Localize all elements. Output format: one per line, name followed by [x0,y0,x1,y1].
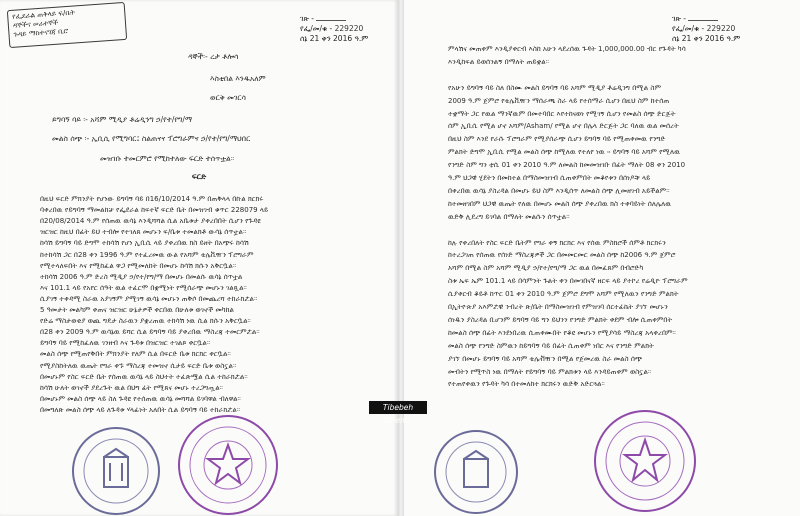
body-line: ሲያቀርብ ቆይቶ ከጥር 01 ቀን 2010 ዓ.ም ጀምሮ ደግሞ አሻም የሚለዉን የንግድ ምልክት [448,290,679,299]
body-line: ከሳሽ ይግባኝ ባይ ድግሞ ተከሳሽ የሆነ ኢቢሲ ላይ ያቀረበዉ ክስ ይዘት በአጭሩ ከሳሽ [40,239,249,248]
file-reference [300,14,368,44]
body-line: በዚህ ፍርድ ምክንያት የሆነው ይግባኝ ባይ በ16/10/2014 ዓ.ም በጠቅላላ በኩል ክርክሩ [40,195,264,203]
body-line: ከተከሳሽ ጋር በ28 ቀን 1996 ዓ.ም የተፈረመዉ ውል የአሻም ቴሌቪዥን ፕሮግራም [40,250,254,259]
body-line: ከሳሽ ሁለት ወገኖች ያደረጉት ዉል በህግ ፊት የሚጸና መሆኑ ተረጋግጧል። [40,383,223,392]
respondent-line: መልስ ሰጭ ፡- ኢቢሲ የሚግባር፤ ስልጠናና ፕሮግራምና ኃ/የተ/የግ/ማህበር [52,134,251,143]
stamp-line: ዳኞችና ሠራተኞች [12,18,59,30]
ref-number: 229220 [334,24,364,33]
signature-caption: Tibebeh Aklemu [369,401,427,414]
body-line: በመሆኑም የስር ፍርድ ቤት የሰጠዉ ዉሳኔ ላይ ስህተት ተፈጽሟል ሲል ተከራክሯል። [40,372,248,381]
left-document-page [0,0,398,516]
ref-date: ሰኔ 21 ቀን 2016 ዓ.ም [300,34,369,43]
ref-date: ሰኔ 21 ቀን 2016 ዓ.ም [672,34,741,43]
judge-line: ወርቅ መገርሳ [210,93,246,102]
body-line: እና 101.1 ላይ የአየር ሰዓት ዉል ተፈርሞ በቋሚነት የሚሰራጭ መሆኑን ገልጿል። [40,283,247,292]
star-emblem-icon [596,412,694,510]
body-line: ምላሽና መጠቀም እንዲያቀርብ እስከ አሁን ላደረሰዉ ጉዳት 1,000,000.00 ብር የጉዳት ካሳ [448,45,686,53]
star-seal [178,415,278,515]
body-line: ከመልስ ሰጭ በፊት እንደነበረዉ ሲጠቀሙበት የቆዩ መሆኑን የሚያሳይ ማስረጃ አላቀረበም። [448,328,676,337]
body-line: በቀረበዉ ዉሳኔ ያስረዳል በመሆኑ ይህ ስም እንዲሰጥ ለመልስ ሰጭ ሊመዘገብ አይችልም። [448,186,670,195]
star-seal [594,410,696,512]
body-line: 2009 ዓ.ም ጀምሮ የቴሌቪዥን ማሰራጫ ስራ ላይ የተሰማራ ሲሆን በዚህ ስም ከተሰጠ [448,96,670,105]
body-line: በኢትዮጵያ አእምሯዊ ንብረት ጽ/ቤት በማስመዝገብ የምዝገባ ሰርተፊኬት ያገኘ መሆኑን [448,303,668,311]
body-line: አሻም በሚል ስም አሻም ሚዲያ ኃ/የተ/የግ/ማ ጋር ዉል በመፈጸም በብሮድካ [448,264,644,273]
judge-line: ዳኞች፡- ረታ ቶሎሳ [188,52,239,61]
section-title: ፍርድ [191,172,207,181]
body-line: የተጠየቀዉን የጉዳት ካሳ በተመለከተ ክርክሩን ዉድቅ አድርጓል። [448,380,605,389]
body-line: ስቱ ኤፍ ኤም 101.1 ላይ በሳምንት ጉልት ቀን በመገበናኛ ዘርፍ ላይ ያተኮረ የሬዲዮ ፕሮግራም [448,277,688,286]
body-line: በ28 ቀን 2009 ዓ.ም ዉሳኔዉ ይሻር ሲል ይግባኝ ባይ ያቀረበዉ ማስረጃ ተመርምሯል። [40,328,260,337]
ref-number: 229220 [706,24,736,33]
body-line: በ20/08/2014 ዓ.ም የሰጠዉ ዉሳኔ እንዲሻሻል ሲል አቤቱታ ያቀረበበት ሲሆን የጉዳዩ [40,217,261,226]
body-line: ዉድቅ ሊደረግ ይገባል በማለት መልሱን ሰጥቷል። [448,212,570,221]
judge-line: እስቲበል እንዱአለም [210,74,266,83]
body-line: ከተረጋገጠ የሰጠዉ የሰነድ ማስረጃዎች ጋር በመመርመር መልስ ሰጭ ከ2006 ዓ.ም ጀምሮ [448,251,676,260]
round-seal [72,427,160,515]
ref-number-prefix: የፌ/መ/ቁ - [672,24,705,33]
body-line: ሲያገኝ ተቀዳሚ ስራዉ አያገኝም ያሚገኝ ዉሳኔ መሆኑን ጠቅሶ በመጨረሻ ተከራክሯል። [40,294,258,303]
body-line: የሚያስከትለዉ ዉጤት የግራ ቀኙ ማስረጃ ተመዝኖ ሲታይ ፍርድ ቤቱ ወስኗል። [40,361,237,370]
body-line: መብትን የሚጥስ ነዉ በማለት የይግባኝ ባይ ምልክቱን ላይ እንዳይጠቀም ወስኗል። [448,367,652,376]
ref-label: ገጽ - [672,14,687,23]
body-line: የሚተላለፍበት እና የሚከፈል ዋጋ የሚመለከት በመሆኑ ከሳሽ ክሱን አቅርቧል። [40,261,237,270]
appellant-line: ይግባኝ ባይ ፡- አሻም ሚዲያ ቶሬዲንግ ኃ/የተ/የግ/ማ [52,115,193,124]
body-line: ያገኘ በመሆኑ ይግባኝ ባይ አሻም ቴሌቭዥን በሚል የጀመረዉ ስራ መልስ ሰጭ [448,354,643,363]
right-document-page [404,0,800,516]
body-line: ዓ.ም ህጋዊ ሂደትን በመከተል በማስመዝገብ ሲጠቀምበት መቆየቱን በሰነዶቹ ላይ [448,174,651,182]
seal-emblem-icon [74,429,158,513]
body-line: መልስ ሰጭ የንግድ ስምዉን ከይግባኝ ባይ በፊት ሲጠቀም ነበር እና የንግድ ምልክት [448,341,654,350]
stamp-line: የፌደራል ጠቅላይ ፍ/ቤት [12,8,76,21]
body-line: ይግባኝ ባይ የሚከፈለዉ ገንዘብ እና ጉዳቱ በዝርዝር ተገልጾ ቀርቧል። [40,339,211,348]
header-stamp [7,2,127,48]
star-emblem-icon [180,417,276,513]
body-line: መልስ ሰጭ የሚጠየቅበት ምክንያት የለም ሲል በፍርድ ቤቱ ክርክር ቀርቧል። [40,350,231,359]
body-line: የአሁን ይግባኝ ባይ ስለ በስሙ መልስ ይግባኝ ባይ አሻም ሚዲያ ቶሬዲንግ በሚል ስም [448,83,661,92]
ref-number-prefix: የፌ/መ/ቁ - [300,24,333,33]
seal-emblem-icon [436,432,516,512]
body-line: በመሆኑም መልስ ሰጭ ላይ ስለ ጉዳዩ የተሰጠዉ ዉሳኔ መሻሻል ይገባዋል ብለዋል። [40,394,241,403]
body-line: ተቋማት ጋር የዉል ማንኛዉም በመተባበር እየተከናወነ የሚገኝ ሲሆን የመልስ ሰጭ ድርጅት [448,109,676,118]
body-line: ከተመዘገበም ህጋዊ ዉጤት የለዉ በመሆኑ መልስ ሰጭ ያቀረበዉ ክስ ተቀባይነት ሰለሌለዉ [448,199,672,208]
body-line: በዚህ ስም እንደ የራሱ ፕሮግራም የሚያሰራጭ ሲሆን ይግባኝ ባይ የሚጠቀመዉ የንግድ [448,135,666,144]
file-reference [672,14,740,44]
body-line: ባቀረበዉ የይግባኝ ማመልከቻ የፌደራል ከፍተኛ ፍርድ ቤት በመዝገብ ቁጥር 228079 ላይ [40,206,269,215]
body-line: 5 ዓመታት መልካም ቀጠና ዝርዝር ሁኔታዎች ቀርበዉ በሁለቱ ወገኖች መካከል [40,306,234,314]
examined-line: መዝገቡ ተመርምሮ የሚከተለው ፍርድ ተሰጥቷል። [100,154,235,163]
body-line: እንዲከፍል ይወሰንልኝ በማለት ጠይቋል። [448,57,549,66]
body-line: በመግለጽ መልስ ሰጭ ላይ ለጉዳቱ ሃላፊነት አለበት ሲል ይግባኝ ባይ ተከራክሯል። [40,405,241,414]
body-line: ዝርዝር ከዚህ በፊት ይህ ተብሎ የተገለጸ መሆኑን ፍ/ቤቱ ተመልክቶ ውሳኔ ሰጥቷል። [40,228,247,237]
body-line: ከሉ የቀረበለት የስር ፍርድ ቤትም የግራ ቀኝ ክርክር እና የሰዉ ምስክሮች ሰምቶ ክርክሩን [448,238,666,247]
body-line: ተከሳሽ 2006 ዓ.ም ድረስ ሚዲያ ኃ/የተ/የግ/ማ በመሆኑ በመልሱ ዉሳኔ ሰጥቷል [40,272,243,281]
body-line: ምልክት ድግሞ ኢቢሲ የሚል መልስ ሰጭ ከሚለዉ የተለየ ነዉ ፡፡ ይግባኝ ባይ አሻም የሚለዉ [448,148,681,157]
round-seal [434,430,518,514]
stamp-line: ጉዳይ ማስተናገጃ ቢሮ [13,26,69,39]
body-line: ሰም ኢቢሲ የሚል ሆኖ አሻም/Asham/ የሚል ሆኖ በሌላ ድርጅት ጋር ባለዉ ዉል መሰረት [448,122,679,131]
ref-label: ገጽ - [300,14,315,23]
body-line: የድሬ ማስታወቂያ ወጪ ግዴታ ስራዉን ያቋረጠዉ ተከሳሽ ነዉ ሲል ክሱን አቅርቧል። [40,317,251,326]
body-line: ሰነዱን ያስረዳል ቢሆንም ይግባኝ ባይ ግን ይህንን የንግድ ምልክት ቀደም ብሎ ሲጠቀምበት [448,315,673,324]
body-line: የንግድ ስም ግን ቲሲ 01 ቀን 2010 ዓ.ም ለመልስ ከመመዝገቡ በፊት ማለት 08 ቀን 2010 [448,161,686,170]
